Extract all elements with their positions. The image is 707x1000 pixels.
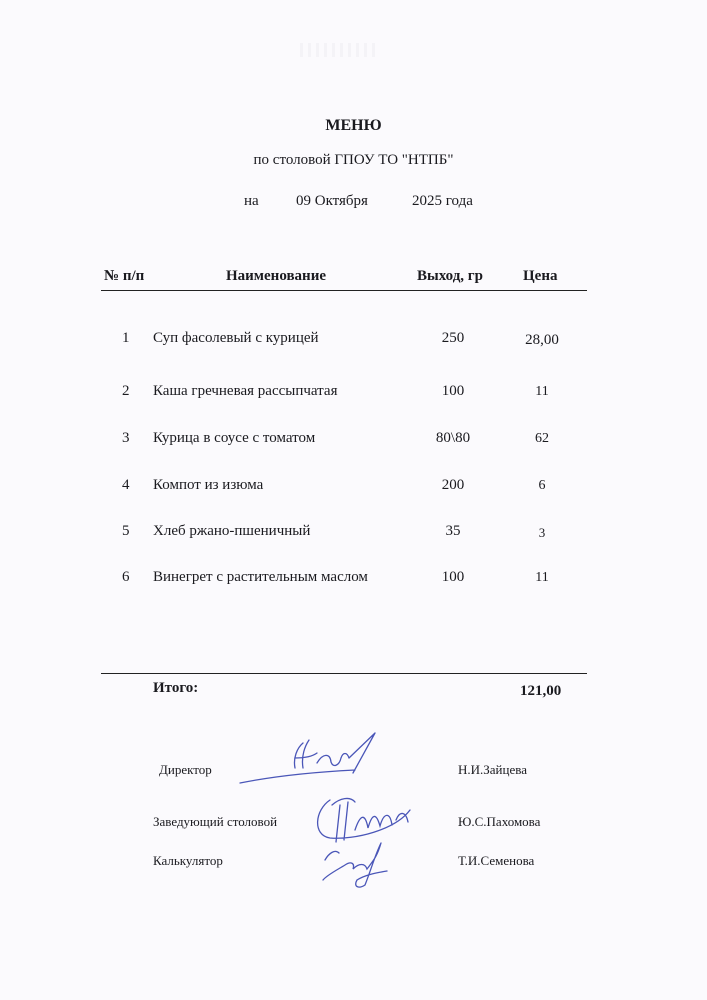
column-header-price: Цена — [523, 268, 558, 284]
row-number: 1 — [122, 330, 130, 346]
calculator-signature — [315, 835, 395, 890]
row-number: 2 — [122, 383, 130, 399]
row-name: Курица в соусе с томатом — [153, 430, 316, 446]
scan-artifact — [300, 43, 380, 57]
signature-name: Ю.С.Пахомова — [458, 814, 541, 829]
date-prefix: на — [244, 193, 259, 209]
header-divider — [101, 290, 587, 291]
row-name: Компот из изюма — [153, 477, 264, 493]
row-name: Каша гречневая рассыпчатая — [153, 383, 338, 399]
total-divider — [101, 673, 587, 674]
row-yield: 100 — [441, 383, 465, 399]
row-price: 6 — [538, 478, 546, 493]
date-year: 2025 года — [412, 193, 473, 209]
row-name: Хлеб ржано-пшеничный — [153, 523, 311, 539]
row-yield: 35 — [445, 523, 461, 539]
director-signature — [235, 728, 385, 788]
document-title: МЕНЮ — [325, 117, 382, 134]
row-number: 6 — [122, 569, 130, 585]
signature-role: Заведующий столовой — [153, 814, 278, 829]
total-label: Итого: — [153, 680, 199, 696]
row-price: 11 — [535, 384, 549, 399]
row-yield: 100 — [441, 569, 465, 585]
row-number: 5 — [122, 523, 130, 539]
document-subtitle: по столовой ГПОУ ТО "НТПБ" — [253, 152, 454, 168]
row-number: 3 — [122, 430, 130, 446]
signature-name: Н.И.Зайцева — [458, 762, 527, 777]
column-header-yield: Выход, гр — [417, 268, 483, 284]
signature-role: Калькулятор — [153, 853, 223, 868]
date-day: 09 Октября — [296, 193, 368, 209]
signature-name: Т.И.Семенова — [458, 853, 535, 868]
signature-role: Директор — [159, 762, 212, 777]
total-value: 121,00 — [520, 683, 562, 699]
column-header-number: № п/п — [104, 268, 145, 284]
row-price: 11 — [535, 570, 549, 585]
row-name: Суп фасолевый с курицей — [153, 330, 319, 346]
row-price: 3 — [538, 525, 546, 540]
column-header-name: Наименование — [226, 268, 326, 284]
row-name: Винегрет с растительным маслом — [153, 569, 368, 585]
row-yield: 80\80 — [435, 430, 471, 446]
row-yield: 250 — [441, 330, 465, 346]
row-price: 62 — [535, 431, 549, 446]
row-number: 4 — [122, 477, 130, 493]
row-yield: 200 — [441, 477, 465, 493]
row-price: 28,00 — [525, 332, 559, 348]
